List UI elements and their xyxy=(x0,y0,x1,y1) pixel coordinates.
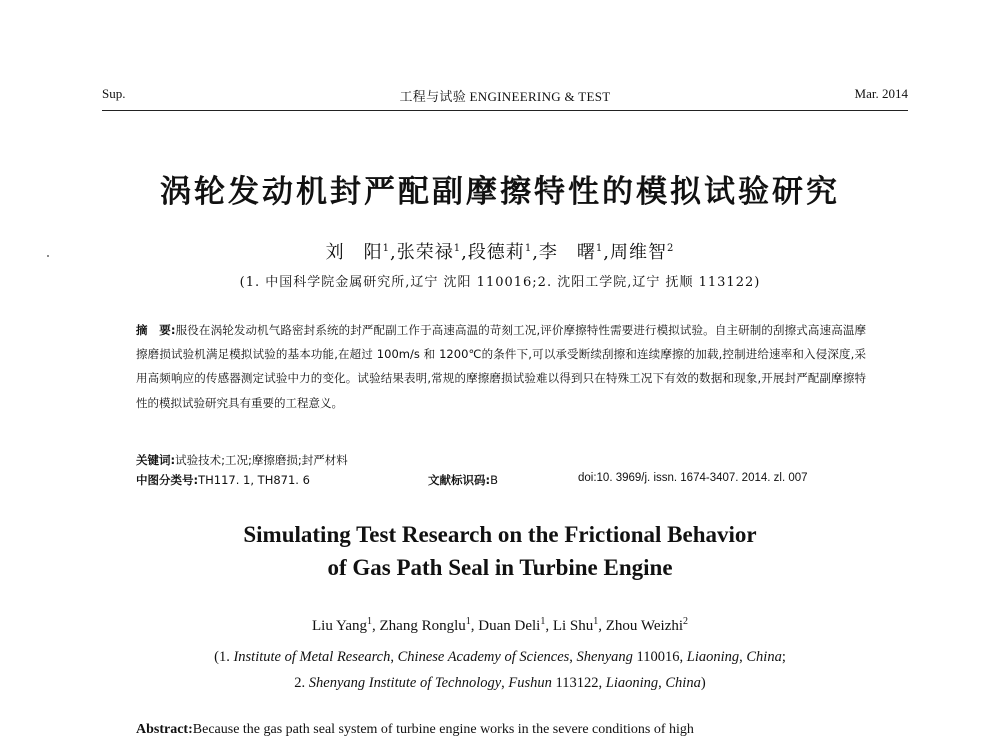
author-affil-mark: 1 xyxy=(367,616,372,627)
clc-label: 中图分类号: xyxy=(136,473,199,487)
author-name: Li Shu xyxy=(552,618,594,634)
author-name: Zhang Ronglu xyxy=(379,618,466,634)
document-code-label: 文献标识码: xyxy=(428,473,491,487)
author-affil-mark: 1 xyxy=(453,243,462,254)
chinese-affiliation: (1. 中国科学院金属研究所,辽宁 沈阳 110016;2. 沈阳工学院,辽宁 抚顺 113122) xyxy=(239,275,761,290)
author-affil-mark: 2 xyxy=(667,243,675,254)
keywords-text: 试验技术;工况;摩擦磨损;封严材料 xyxy=(175,453,348,467)
english-affiliation xyxy=(0,644,1000,696)
abstract-label: Abstract: xyxy=(136,722,193,737)
clc-value: TH117. 1, TH871. 6 xyxy=(198,473,310,487)
english-authors: Liu Yang$^1$, Zhang Ronglu$^1$, Duan Deli$^1$, Li Shu$^1$, Zhou Weizhi$^2$ xyxy=(311,616,689,634)
author-affil-mark: 1 xyxy=(595,243,604,254)
author-name: Zhou Weizhi xyxy=(605,618,684,634)
journal-name: 工程与试验 ENGINEERING & TEST xyxy=(399,89,611,104)
header-rule xyxy=(102,110,908,111)
english-abstract xyxy=(136,722,876,738)
author-name: 李 曙 xyxy=(538,242,596,263)
chinese-authors: 刘 阳$^1$,张荣禄$^1$,段德莉$^1$,李 曙$^1$,周维智$^2$ xyxy=(325,242,675,263)
doi: doi:10. 3969/j. issn. 1674-3407. 2014. zl. 007 xyxy=(578,472,808,484)
author-name: Liu Yang xyxy=(311,618,367,634)
author-affil-mark: 1 xyxy=(465,616,471,627)
author-affil-mark: 1 xyxy=(593,616,599,627)
author-affil-mark: 1 xyxy=(524,243,533,254)
author-affil-mark: 2 xyxy=(683,616,689,627)
issue-label: Sup. xyxy=(102,86,126,101)
english-title-line: of Gas Path Seal in Turbine Engine xyxy=(327,555,673,580)
author-name: 刘 阳 xyxy=(325,242,383,263)
affiliation-line-1: (1. Institute of Metal Research, Chinese Academy of Sciences, Shenyang 110016, Liaoning, China; xyxy=(214,649,786,665)
english-title-line: Simulating Test Research on the Frictional Behavior xyxy=(243,522,757,547)
classification-line xyxy=(136,472,866,490)
english-title xyxy=(0,518,1000,584)
clc-number xyxy=(136,473,310,487)
author-name: 段德莉 xyxy=(467,242,525,263)
abstract-label: 摘 要: xyxy=(136,323,176,337)
author-affil-mark: 1 xyxy=(382,243,390,254)
document-code xyxy=(428,472,498,488)
chinese-abstract xyxy=(136,318,866,415)
affiliation-line-2: 2. Shenyang Institute of Technology, Fushun 113122, Liaoning, China) xyxy=(294,675,706,691)
author-name: 周维智 xyxy=(610,242,668,263)
document-code-value: B xyxy=(490,473,498,487)
issue-date: Mar. 2014 xyxy=(854,86,908,101)
keywords-label: 关键词: xyxy=(136,453,176,467)
author-affil-mark: 1 xyxy=(540,616,546,627)
abstract-text: Because the gas path seal system of turbine engine works in the severe conditions of high xyxy=(192,722,694,737)
keywords xyxy=(136,452,348,468)
chinese-title: 涡轮发动机封严配副摩擦特性的模拟试验研究 xyxy=(160,174,840,210)
author-name: 张荣禄 xyxy=(396,242,454,263)
author-name: Duan Deli xyxy=(478,618,541,634)
running-header xyxy=(102,86,908,106)
abstract-text: 服役在涡轮发动机气路密封系统的封严配副工作于高速高温的苛刻工况,评价摩擦特性需要进行模拟试验。自主研制的刮擦式高速高温摩擦磨损试验机满足模拟试验的基本功能,在超过 100m/s 和 1200℃的条件下,可以承受断续刮擦和连续摩擦的加载,控制进给速率和入侵深度,采用高频响应的传感器测定试验中力的变化。试验结果表明,常规的摩擦磨损试验难以得到只在特殊工况下有效的数据和现象,开展封严配副摩擦特性的模拟试验研究具有重要的工程意义。 xyxy=(136,323,866,410)
